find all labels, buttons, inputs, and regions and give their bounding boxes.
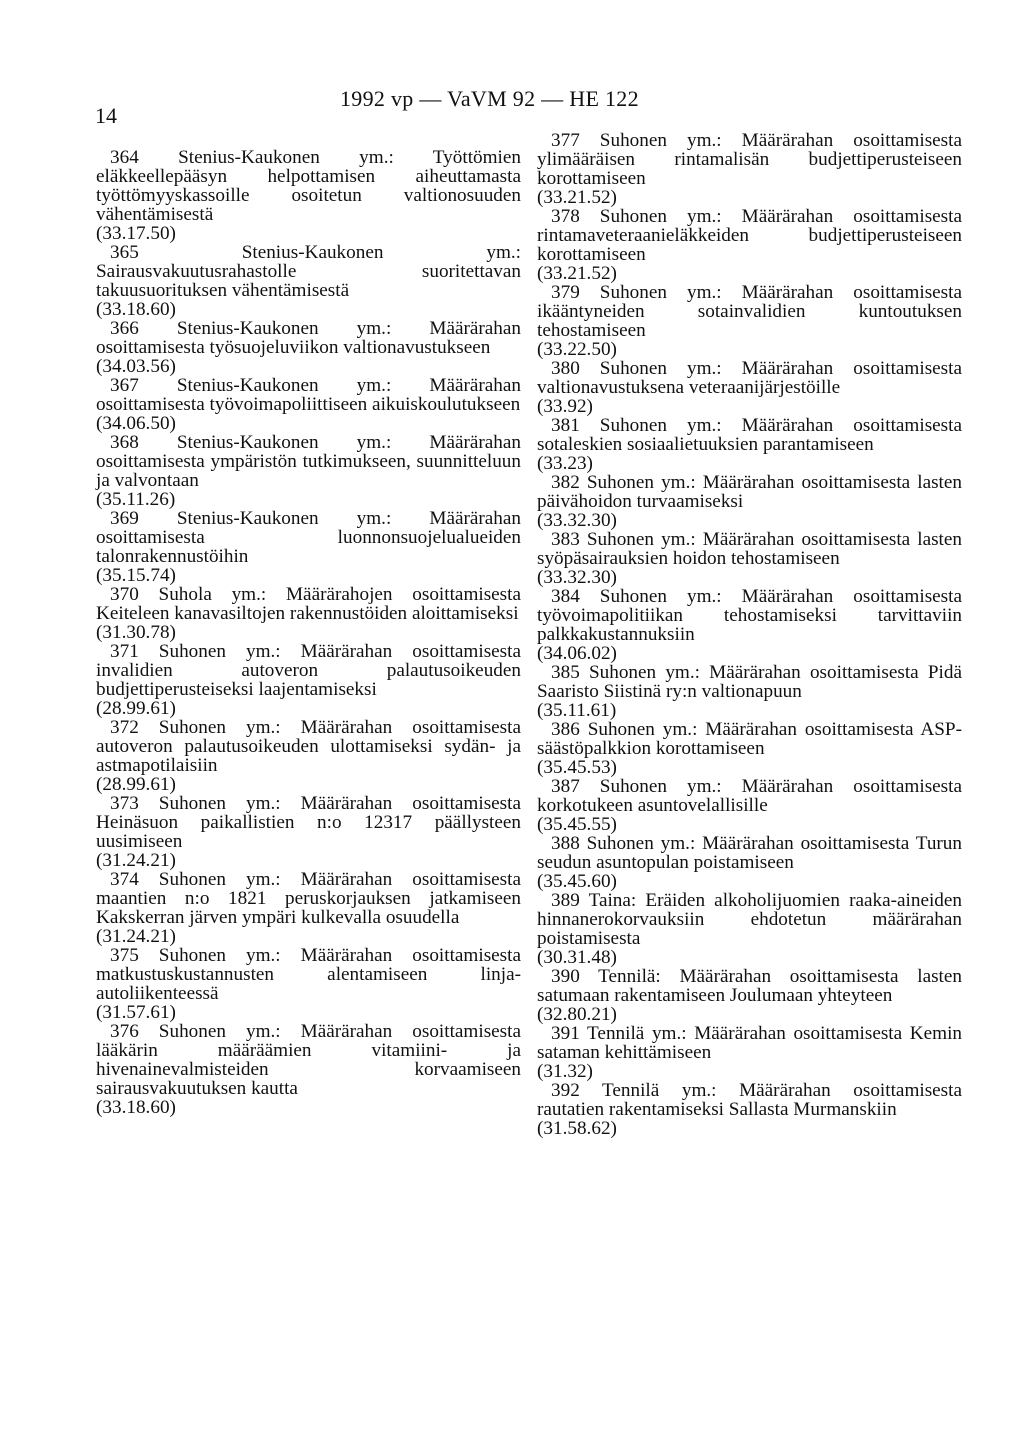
motion-entry: [537, 207, 962, 283]
budget-reference: (35.45.53): [537, 757, 617, 778]
motion-entry: [96, 509, 521, 585]
motion-entry: [537, 891, 962, 967]
motion-entry: [537, 834, 962, 891]
budget-reference: (33.18.60): [96, 299, 176, 320]
budget-reference: (33.23): [537, 453, 593, 474]
motion-title: 375 Suhonen ym.: Määrärahan osoittamisesta matkustuskustannusten alentamiseen linja-autoliikenteessä: [96, 945, 521, 1004]
budget-reference: (28.99.61): [96, 774, 176, 795]
budget-reference: (30.31.48): [537, 947, 617, 968]
motion-entry: [537, 1081, 962, 1138]
motion-title: 377 Suhonen ym.: Määrärahan osoittamisesta ylimääräisen rintamalisän budjettiperusteiseen korottamiseen: [537, 130, 962, 189]
motion-title: 388 Suhonen ym.: Määrärahan osoittamisesta Turun seudun asuntopulan poistamiseen: [537, 833, 962, 873]
motion-title: 369 Stenius-Kaukonen ym.: Määrärahan osoittamisesta luonnonsuojelualueiden talonrakennustöihin: [96, 508, 521, 567]
budget-reference: (33.32.30): [537, 567, 617, 588]
page-number: 14: [95, 103, 117, 128]
budget-reference: (31.32): [537, 1061, 593, 1082]
budget-reference: (32.80.21): [537, 1004, 617, 1025]
motion-entry: [96, 870, 521, 946]
budget-reference: (33.21.52): [537, 263, 617, 284]
motion-title: 381 Suhonen ym.: Määrärahan osoittamisesta sotaleskien sosiaalietuuksien parantamiseen: [537, 415, 962, 455]
motion-title: 390 Tennilä: Määrärahan osoittamisesta lasten satumaan rakentamiseen Joulumaan yhteyteen: [537, 966, 962, 1006]
budget-reference: (34.06.02): [537, 643, 617, 664]
motion-title: 392 Tennilä ym.: Määrärahan osoittamisesta rautatien rakentamiseksi Sallasta Murmanskiin: [537, 1080, 962, 1120]
budget-reference: (31.24.21): [96, 850, 176, 871]
budget-reference: (33.32.30): [537, 510, 617, 531]
budget-reference: (33.22.50): [537, 339, 617, 360]
motion-entry: [96, 319, 521, 376]
budget-reference: (31.24.21): [96, 926, 176, 947]
motion-title: 383 Suhonen ym.: Määrärahan osoittamisesta lasten syöpäsairauksien hoidon tehostamiseen: [537, 529, 962, 569]
motion-title: 386 Suhonen ym.: Määrärahan osoittamisesta ASP-säästöpalkkion korottamiseen: [537, 719, 962, 759]
running-header: 1992 vp — VaVM 92 — HE 122: [340, 86, 639, 111]
motion-entry: [96, 585, 521, 642]
motion-title: 376 Suhonen ym.: Määrärahan osoittamisesta lääkärin määräämien vitamiini- ja hivenainevalmisteiden korvaamiseen sairausvakuutuksen kautta: [96, 1021, 521, 1099]
budget-reference: (31.57.61): [96, 1002, 176, 1023]
motion-entry: [96, 1022, 521, 1117]
budget-reference: (33.18.60): [96, 1097, 176, 1118]
budget-reference: (35.11.61): [537, 700, 617, 721]
budget-reference: (34.03.56): [96, 356, 176, 377]
motion-entry: [537, 473, 962, 530]
budget-reference: (35.45.55): [537, 814, 617, 835]
motion-entry: [96, 718, 521, 794]
motion-title: 366 Stenius-Kaukonen ym.: Määrärahan osoittamisesta työsuojeluviikon valtionavustukseen: [96, 318, 521, 358]
budget-reference: (33.21.52): [537, 187, 617, 208]
motion-title: 368 Stenius-Kaukonen ym.: Määrärahan osoittamisesta ympäristön tutkimukseen, suunnitteluun ja valvontaan: [96, 432, 521, 491]
motion-entry: [96, 946, 521, 1022]
motion-title: 372 Suhonen ym.: Määrärahan osoittamisesta autoveron palautusoikeuden ulottamiseksi sydän- ja astmapotilaisiin: [96, 717, 521, 776]
motion-entry: [96, 794, 521, 870]
motion-entry: [537, 777, 962, 834]
motion-title: 382 Suhonen ym.: Määrärahan osoittamisesta lasten päivähoidon turvaamiseksi: [537, 472, 962, 512]
motion-title: 389 Taina: Eräiden alkoholijuomien raaka-aineiden hinnanerokorvauksiin ehdotetun määrärahan poistamisesta: [537, 890, 962, 949]
motion-title: 374 Suhonen ym.: Määrärahan osoittamisesta maantien n:o 1821 peruskorjauksen jatkamiseen Kakskerran järven ympäri kulkevalla osuudella: [96, 869, 521, 928]
budget-reference: (33.17.50): [96, 223, 176, 244]
motion-title: 379 Suhonen ym.: Määrärahan osoittamisesta ikääntyneiden sotainvalidien kuntoutuksen tehostamiseen: [537, 282, 962, 341]
budget-reference: (31.58.62): [537, 1118, 617, 1139]
motion-entry: [96, 376, 521, 433]
motion-title: 384 Suhonen ym.: Määrärahan osoittamisesta työvoimapolitiikan tehostamiseksi tarvittaviin palkkakustannuksiin: [537, 586, 962, 645]
motion-entry: [96, 433, 521, 509]
motion-entry: [96, 642, 521, 718]
motion-title: 365 Stenius-Kaukonen ym.: Sairausvakuutusrahastolle suoritettavan takuusuorituksen vähentämisestä: [96, 242, 521, 301]
motion-title: 385 Suhonen ym.: Määrärahan osoittamisesta Pidä Saaristo Siistinä ry:n valtionapuun: [537, 662, 962, 702]
motion-title: 387 Suhonen ym.: Määrärahan osoittamisesta korkotukeen asuntovelallisille: [537, 776, 962, 816]
motion-title: 380 Suhonen ym.: Määrärahan osoittamisesta valtionavustuksena veteraanijärjestöille: [537, 358, 962, 398]
motion-entry: [537, 1024, 962, 1081]
motion-title: 378 Suhonen ym.: Määrärahan osoittamisesta rintamaveteraanieläkkeiden budjettiperusteiseen korottamiseen: [537, 206, 962, 265]
motion-title: 370 Suhola ym.: Määrärahojen osoittamisesta Keiteleen kanavasiltojen rakennustöiden aloittamiseksi: [96, 584, 521, 624]
motion-title: 367 Stenius-Kaukonen ym.: Määrärahan osoittamisesta työvoimapoliittiseen aikuiskoulutukseen: [96, 375, 521, 415]
motion-entry: [537, 416, 962, 473]
budget-reference: (31.30.78): [96, 622, 176, 643]
right-column: [537, 131, 962, 1138]
budget-reference: (34.06.50): [96, 413, 176, 434]
budget-reference: (28.99.61): [96, 698, 176, 719]
budget-reference: (33.92): [537, 396, 593, 417]
motion-entry: [537, 663, 962, 720]
motion-entry: [537, 131, 962, 207]
motion-entry: [96, 148, 521, 243]
motion-entry: [537, 967, 962, 1024]
budget-reference: (35.15.74): [96, 565, 176, 586]
budget-reference: (35.11.26): [96, 489, 176, 510]
motion-entry: [537, 720, 962, 777]
motion-title: 364 Stenius-Kaukonen ym.: Työttömien eläkkeellepääsyn helpottamisen aiheuttamasta työttömyyskassoille osoitetun valtionosuuden vähentämisestä: [96, 147, 521, 225]
motion-entry: [537, 359, 962, 416]
motion-title: 373 Suhonen ym.: Määrärahan osoittamisesta Heinäsuon paikallistien n:o 12317 päällysteen uusimiseen: [96, 793, 521, 852]
left-column: [96, 148, 521, 1117]
motion-entry: [537, 530, 962, 587]
motion-entry: [537, 587, 962, 663]
budget-reference: (35.45.60): [537, 871, 617, 892]
motion-entry: [537, 283, 962, 359]
motion-title: 391 Tennilä ym.: Määrärahan osoittamisesta Kemin sataman kehittämiseen: [537, 1023, 962, 1063]
motion-title: 371 Suhonen ym.: Määrärahan osoittamisesta invalidien autoveron palautusoikeuden budjettiperusteiseksi laajentamiseksi: [96, 641, 521, 700]
motion-entry: [96, 243, 521, 319]
